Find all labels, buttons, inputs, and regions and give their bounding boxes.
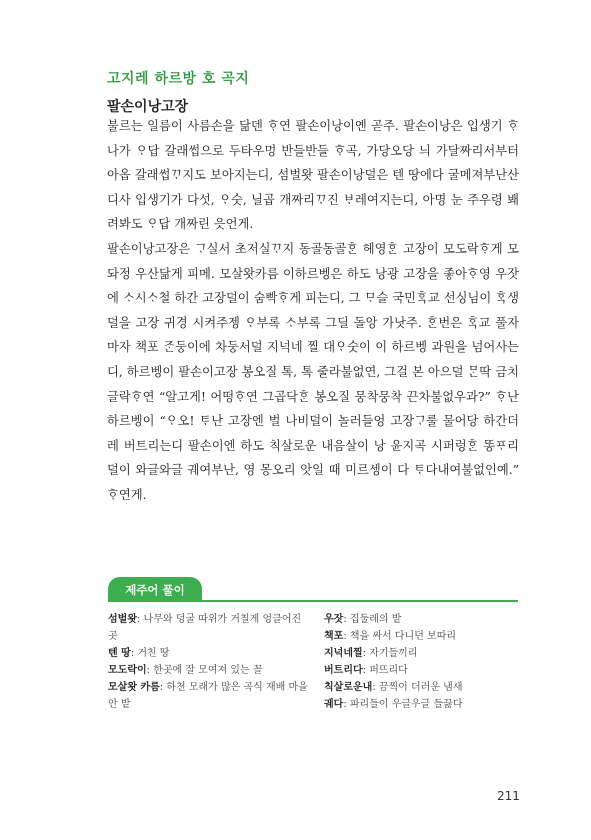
article-title: 팔손이낭고장 xyxy=(107,99,189,115)
page-number: 211 xyxy=(497,789,520,803)
glossary-item xyxy=(324,696,518,713)
paragraph: 불르는 일름이 사름손을 닮덴 ᄒᆞ연 팔손이낭이옌 곧주. 팔손이낭은 입생기 ᄒᆞ나가 ᄋᆞ답 갈래썹으로 두타우멍 반들반들 ᄒᆞ곡, 가당오당 늬 가달짜리서부터 아옵 갈래썹ᄁᆞ지도 보아지는디, 섬벌왓 팔손이낭덜은 텐 땅에다 굴메져부난산디사 입생기가 다섯, ᄋᆞ숫, 닐곱 개짜리ᄁᆞ진 ᄇᆞ레여지는디, 아명 눈 주우령 봬려봐도 ᄋᆞ답 개짜린 읏언게. xyxy=(107,119,519,232)
glossary-item xyxy=(324,611,518,628)
glossary-item xyxy=(108,611,308,645)
glossary-definition: : 끔찍이 더러운 냄새 xyxy=(372,682,463,693)
glossary-definition: : 책을 싸서 다니던 보따리 xyxy=(343,631,457,642)
glossary-term: 버트리다 xyxy=(324,665,363,676)
glossary-item xyxy=(108,662,308,679)
glossary-definition: : 한곳에 잘 모여져 있는 꼴 xyxy=(146,665,263,676)
glossary-right-column xyxy=(324,611,518,713)
glossary-term: 칙살로운내 xyxy=(324,682,373,693)
glossary-definition: : 거친 땅 xyxy=(130,648,170,659)
glossary-left-column xyxy=(108,611,308,713)
glossary-term: 궤다 xyxy=(324,699,344,710)
glossary-item xyxy=(324,645,518,662)
glossary-item xyxy=(108,679,308,713)
glossary-definition: : 자기들끼리 xyxy=(362,648,418,659)
glossary-definition: : 나무와 덩굴 따위가 거칠게 엉클어진 곳 xyxy=(108,614,302,642)
glossary-definition: : 하천 모래가 많은 곡식 재배 마을 안 밭 xyxy=(108,682,308,710)
glossary-term: 책포 xyxy=(324,631,344,642)
glossary-term: 우잣 xyxy=(324,614,344,625)
glossary-definition: : 퍼뜨리다 xyxy=(362,665,408,676)
glossary-term: 텐 땅 xyxy=(108,648,131,659)
glossary-term: 지넉네찔 xyxy=(324,648,363,659)
glossary-heading: 제주어 풀이 xyxy=(125,583,185,597)
glossary-term: 모살왓 카름 xyxy=(108,682,160,693)
paragraph: 팔손이낭고장은 ᄀᆞ실서 초저실ᄁᆞ지 동골동골ᄒᆞᆫ 헤영ᄒᆞᆫ 고장이 모도락ᄒᆞ게 모돠정 우산닮게 피메. 모살왓카름 이하르벵은 하도 낭광 고장을 좋아ᄒᆞ영 우잣에 ᄉᆞ시ᄉᆞ철 하간 고장덜이 숨빡ᄒᆞ게 피는디, 그 ᄆᆞ슬 국민ᄒᆞᆨ교 선싱님이 ᄒᆞᆨ생덜을 고장 귀경 시켜주젱 ᄋᆞ부록 ᄉᆞ부록 그딜 돌앙 가낫주. ᄒᆞᆫ번은 ᄒᆞᆨ교 풀자마자 책포 ᄌᆞᆫ둥이에 차둥서덜 지넉네 찔 대ᄋᆞ숫이 이 하르벵 과원을 넘어사는디, 하르벵이 팔손이고장 봉오질 톡, 톡 줄라불없연, 그걸 본 아으덜 ᄆᆞᆫ딱 금치글락ᄒᆞ연 “알고게! 어떵ᄒᆞ연 그곱닥ᄒᆞᆫ 봉오질 뭉착뭉착 끈차불없우과?” ᄒᆞ난 하르벵이 “ᄋᆞ오! ᄐᆞ난 고장엔 벌 나비덜이 놀러들엉 고장ᄀᆞ룰 물어당 하간더레 버트리는디 팔손이엔 하도 칙살로운 내음살이 낭 윤지곡 시퍼렁ᄒᆞᆫ 똥ᄑᆞ리덜이 와글와글 궤여부난, 영 몽오리 앗일 때 미르셍이 다 ᄐᆞ다내여불없인예.” ᄒᆞ연게. xyxy=(107,241,519,502)
glossary-term: 섬벌왓 xyxy=(108,614,137,625)
glossary-term: 모도락이 xyxy=(108,665,147,676)
body-text xyxy=(107,114,519,508)
glossary-divider xyxy=(108,600,518,602)
glossary-definition: : 파리들이 우글우글 들끓다 xyxy=(343,699,463,710)
glossary-item xyxy=(324,628,518,645)
glossary-item xyxy=(324,662,518,679)
section-title: 고지레 하르방 호 곡지 xyxy=(107,71,250,87)
glossary-item xyxy=(108,645,308,662)
glossary-tab xyxy=(108,577,202,601)
glossary-definition: : 집둘레의 밭 xyxy=(343,614,402,625)
glossary-item xyxy=(324,679,518,696)
